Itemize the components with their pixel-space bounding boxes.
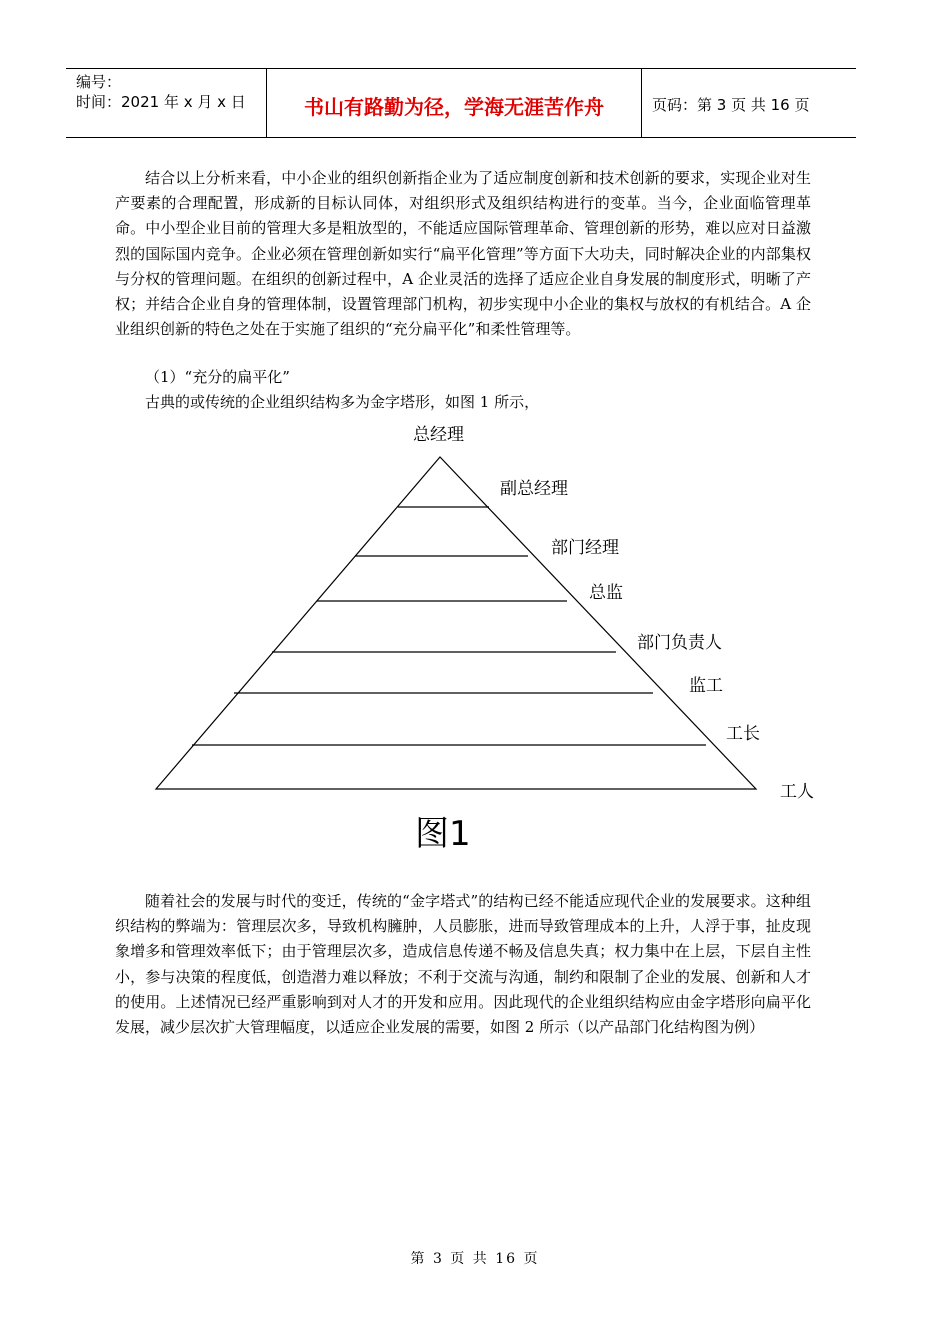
level-label-general-manager: 总经理 [413, 425, 464, 445]
header-info-cell [66, 69, 267, 137]
header-number-label: 编号： [76, 73, 122, 91]
level-label-supervisor: 监工 [689, 676, 723, 696]
paragraph-2: 随着社会的发展与时代的变迁，传统的“金字塔式”的结构已经不能适应现代企业的发展要求。这种组织结构的弊端为：管理层次多，导致机构臃肿，人员膨胀，进而导致管理成本的上升，人浮于事，扯皮现象增多和管理效率低下；由于管理层次多，造成信息传递不畅及信息失真；权力集中在上层，下层自主性小，参与决策的程度低，创造潜力难以释放；不利于交流与沟通，制约和限制了企业的发展、创新和人才的使用。上述情况已经严重影响到对人才的开发和应用。因此现代的企业组织结构应由金字塔形向扁平化发展，减少层次扩大管理幅度，以适应企业发展的需要，如图 2 所示（以产品部门化结构图为例） [115, 892, 811, 1037]
level-label-department-manager: 部门经理 [551, 538, 619, 558]
page-footer: 第 3 页 共 16 页 [410, 1251, 540, 1267]
pyramid-diagram [140, 415, 840, 855]
level-label-worker: 工人 [780, 782, 814, 802]
header-motto-cell [267, 69, 642, 137]
header-time-label: 时间：2021 年 x 月 x 日 [76, 93, 246, 111]
level-label-director: 总监 [589, 583, 623, 603]
subheading: （1）“充分的扁平化” [145, 368, 290, 386]
paragraph-1: 结合以上分析来看，中小企业的组织创新指企业为了适应制度创新和技术创新的要求，实现企业对生产要素的合理配置，形成新的目标认同体，对组织形式及组织结构进行的变革。当今，企业面临管理革命。中小型企业目前的管理大多是粗放型的，不能适应国际管理革命、管理创新的形势，难以应对日益激烈的国际国内竞争。企业必须在管理创新如实行“扁平化管理”等方面下大功夫，同时解决企业的内部集权与分权的管理问题。在组织的创新过程中，A 企业灵活的选择了适应企业自身发展的制度形式，明晰了产权；并结合企业自身的管理体制，设置管理部门机构，初步实现中小企业的集权与放权的有机结合。A 企业组织创新的特色之处在于实施了组织的“充分扁平化”和柔性管理等。 [115, 169, 811, 339]
level-label-department-head: 部门负责人 [637, 633, 722, 653]
header-page-cell [642, 69, 856, 137]
header-page-info: 页码：第 3 页 共 16 页 [652, 96, 810, 114]
page-header [66, 68, 856, 138]
level-label-deputy-general-manager: 副总经理 [500, 479, 568, 499]
figure-intro: 古典的或传统的企业组织结构多为金字塔形，如图 1 所示， [145, 393, 540, 411]
header-motto: 书山有路勤为径，学海无涯苦作舟 [304, 95, 604, 119]
level-label-foreman: 工长 [726, 724, 760, 744]
figure-caption: 图1 [415, 814, 471, 854]
